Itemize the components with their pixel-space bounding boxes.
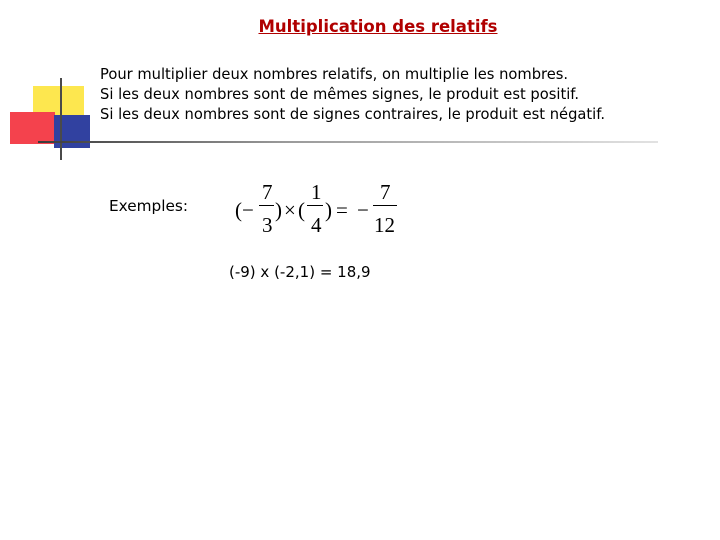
fraction-bar — [373, 205, 397, 206]
rule-line: Si les deux nombres sont de mêmes signes, le produit est positif. — [100, 86, 580, 103]
fraction-denominator: 12 — [374, 213, 395, 237]
deco-red-square — [10, 112, 55, 144]
fraction-formula — [235, 180, 400, 240]
examples-label: Exemples: — [109, 197, 189, 215]
deco-horizontal-rule — [38, 141, 658, 143]
fraction-bar — [307, 205, 323, 206]
fraction-bar — [259, 205, 274, 206]
rule-line: Pour multiplier deux nombres relatifs, on multiplie les nombres. — [100, 66, 569, 83]
fraction-numerator: 1 — [311, 180, 322, 204]
rules-text — [100, 65, 605, 125]
formula-open-paren: ( — [298, 198, 305, 222]
rule-line: Si les deux nombres sont de signes contraires, le produit est négatif. — [100, 106, 605, 123]
fraction-denominator: 3 — [262, 213, 273, 237]
fraction-numerator: 7 — [380, 180, 391, 204]
times-sign: × — [284, 198, 296, 222]
fraction-numerator: 7 — [262, 180, 273, 204]
fraction-denominator: 4 — [311, 213, 322, 237]
example-decimal-product: (-9) x (-2,1) = 18,9 — [229, 263, 371, 281]
equals-sign: = — [336, 198, 348, 222]
deco-vertical-line — [60, 78, 62, 160]
page-title: Multiplication des relatifs — [258, 17, 498, 36]
formula-minus-sign: − — [242, 198, 254, 222]
formula-close-paren: ) — [325, 198, 332, 222]
formula-minus-sign: − — [357, 198, 369, 222]
formula-close-paren: ) — [275, 198, 282, 222]
formula-open-paren: ( — [235, 198, 242, 222]
